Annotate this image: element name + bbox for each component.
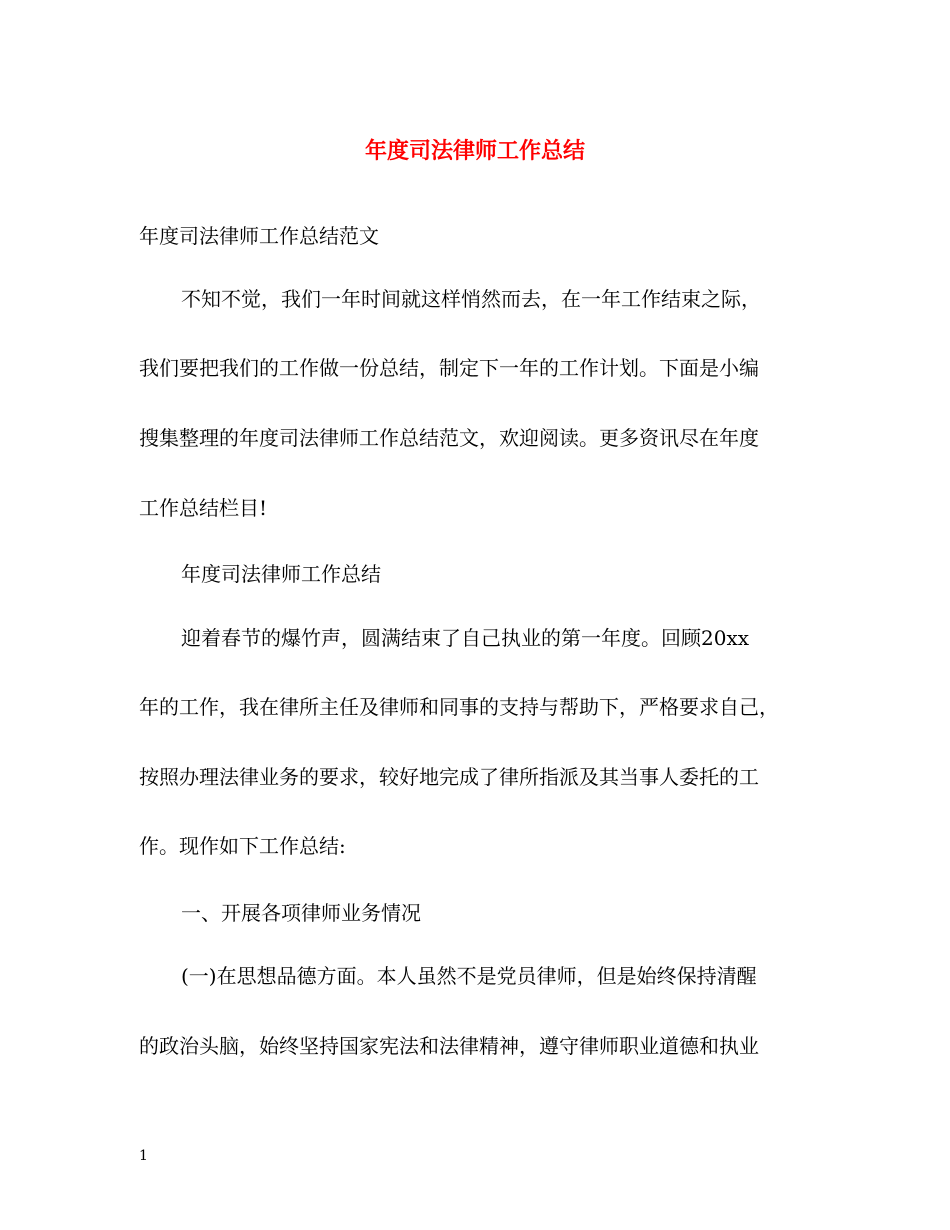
page-number: 1 [139, 1148, 148, 1164]
paragraph-line: 按照办理法律业务的要求，较好地完成了律所指派及其当事人委托的工 [139, 765, 759, 789]
section-heading: 一、开展各项律师业务情况 [181, 901, 421, 925]
paragraph-line: 作。现作如下工作总结: [139, 834, 346, 858]
document-title: 年度司法律师工作总结 [364, 138, 585, 164]
paragraph-line: 搜集整理的年度司法律师工作总结范文，欢迎阅读。更多资讯尽在年度 [139, 426, 759, 450]
paragraph-line: 我们要把我们的工作做一份总结，制定下一年的工作计划。下面是小编 [139, 356, 759, 380]
paragraph-line: 年的工作，我在律所主任及律师和同事的支持与帮助下，严格要求自己， [139, 695, 779, 719]
subtitle-line: 年度司法律师工作总结范文 [139, 224, 379, 248]
section-heading: 年度司法律师工作总结 [181, 562, 381, 586]
paragraph-line: (一)在思想品德方面。本人虽然不是党员律师，但是始终保持清醒 [181, 964, 757, 988]
paragraph-line: 工作总结栏目! [139, 496, 268, 520]
paragraph-line: 不知不觉，我们一年时间就这样悄然而去，在一年工作结束之际， [181, 287, 761, 311]
paragraph-line: 迎着春节的爆竹声，圆满结束了自己执业的第一年度。回顾20xx [181, 626, 750, 650]
paragraph-line: 的政治头脑，始终坚持国家宪法和法律精神，遵守律师职业道德和执业 [139, 1034, 759, 1058]
